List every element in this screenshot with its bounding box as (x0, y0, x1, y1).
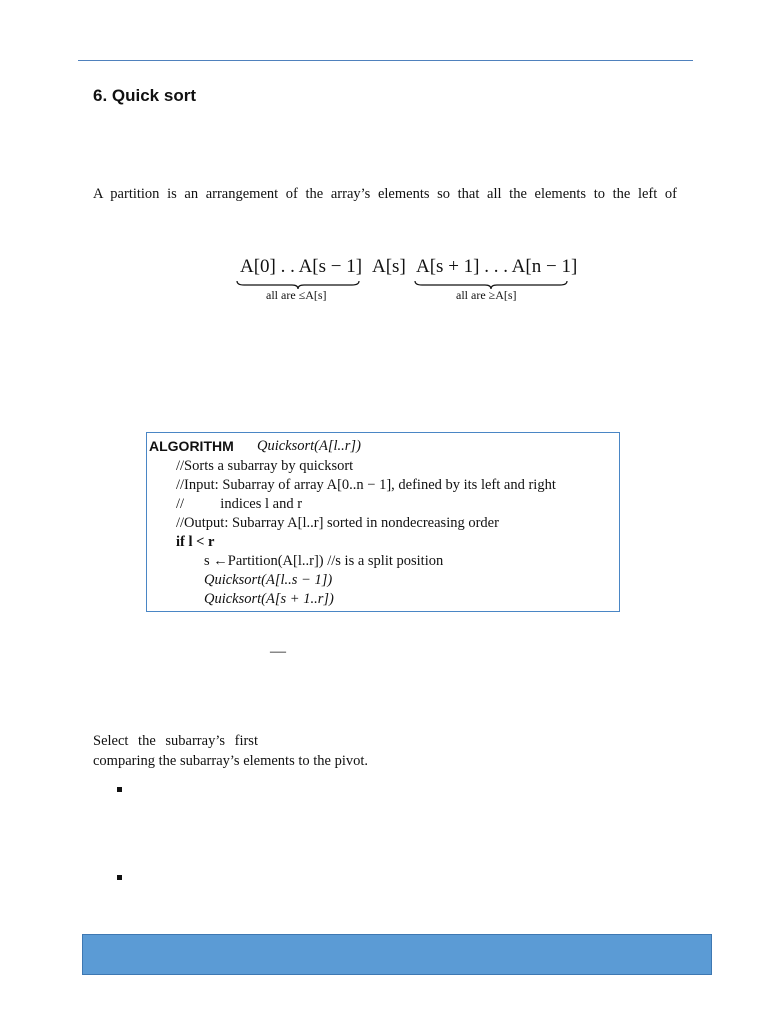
footer-bar (82, 934, 712, 975)
algorithm-line-3: // indices l and r (176, 496, 303, 512)
select-text-line-1: Select the subarray’s first (93, 733, 258, 749)
partition-formula (236, 256, 576, 316)
bullet-marker (117, 787, 122, 792)
header-rule (78, 60, 693, 61)
algorithm-box (146, 432, 620, 612)
partition-paragraph: A partition is an arrangement of the array’s elements so that all the elements to the left of (93, 186, 677, 202)
algorithm-signature: Quicksort(A[l..r]) (257, 438, 361, 454)
stray-dash: — (270, 643, 286, 660)
algorithm-line-8: Quicksort(A[s + 1..r]) (204, 591, 334, 607)
formula-left-group: A[0] . . A[s − 1] (240, 256, 363, 277)
algorithm-line-2: //Input: Subarray of array A[0..n − 1], defined by its left and right (176, 477, 556, 493)
select-text-line-2: comparing the subarray’s elements to the pivot. (93, 753, 369, 769)
algorithm-line-7: Quicksort(A[l..s − 1]) (204, 572, 333, 588)
left-brace-label: all are ≤A[s] (266, 288, 327, 302)
formula-right-group: A[s + 1] . . . A[n − 1] (416, 256, 578, 277)
algorithm-line-1: //Sorts a subarray by quicksort (176, 458, 354, 474)
algorithm-keyword: ALGORITHM (149, 438, 234, 454)
formula-pivot: A[s] (372, 256, 406, 277)
section-heading: 6. Quick sort (93, 86, 196, 105)
algorithm-line-5: if l < r (176, 534, 215, 550)
algorithm-line-6: s ←Partition(A[l..r]) //s is a split position (204, 553, 444, 569)
right-brace-label: all are ≥A[s] (456, 288, 517, 302)
bullet-marker (117, 875, 122, 880)
algorithm-line-4: //Output: Subarray A[l..r] sorted in nondecreasing order (176, 515, 499, 531)
